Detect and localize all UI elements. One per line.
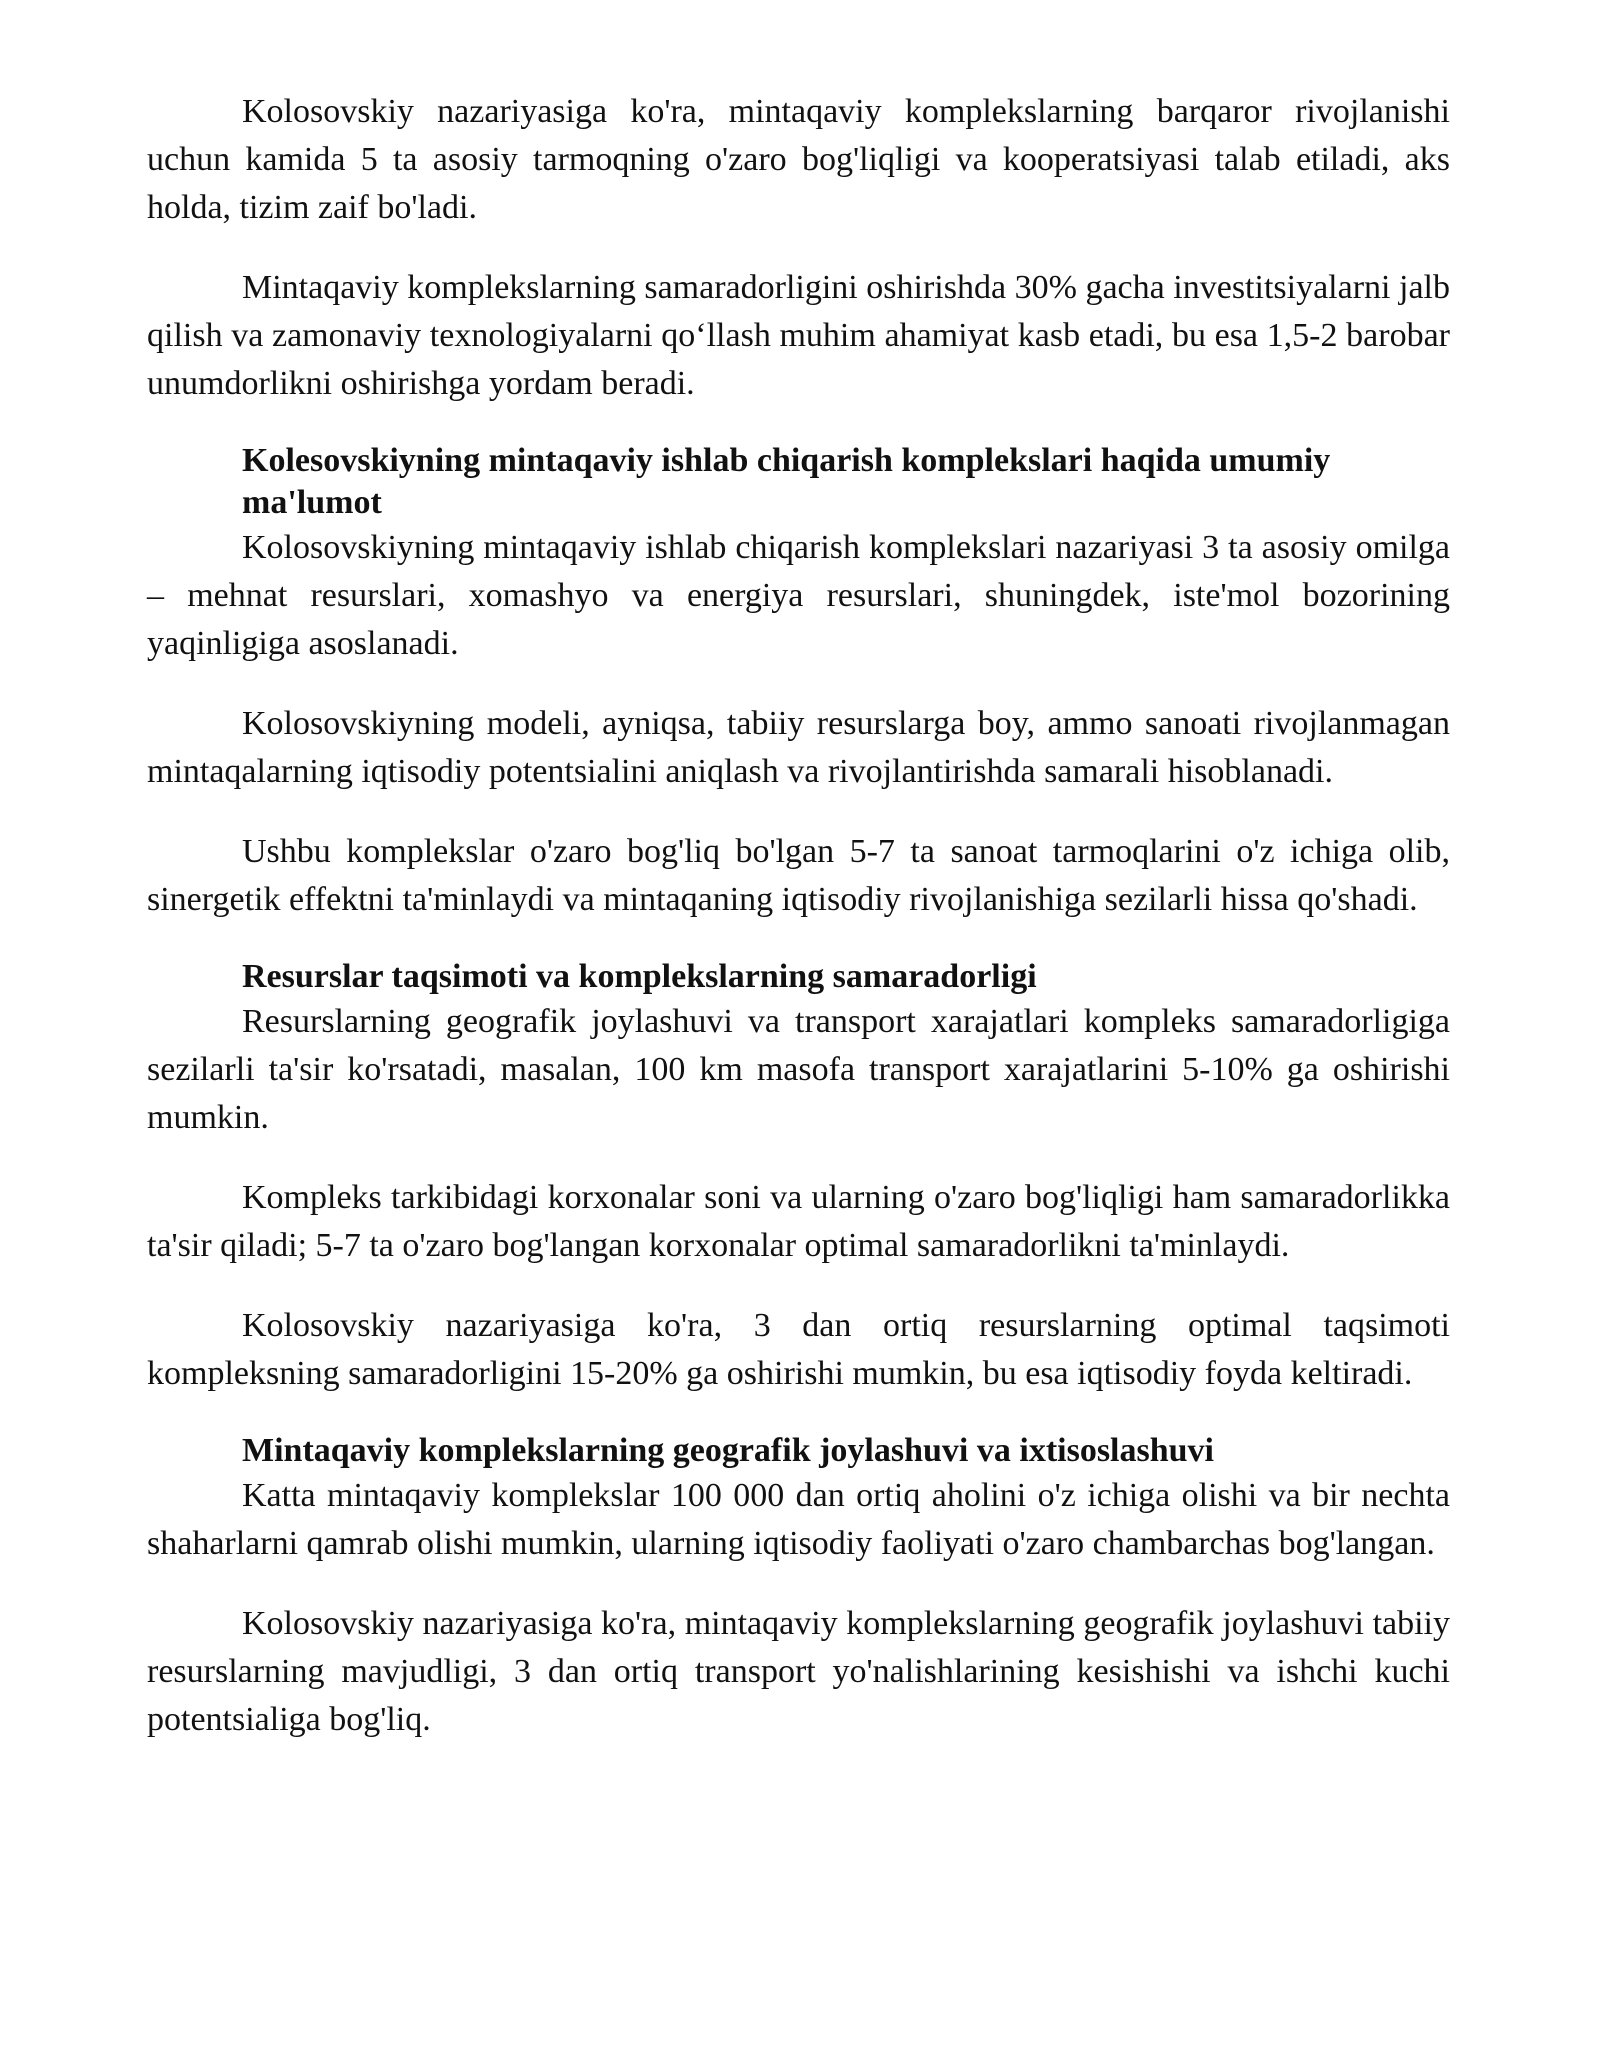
paragraph: Resurslarning geografik joylashuvi va transport xarajatlari kompleks samaradorligiga sezilarli ta'sir ko'rsatadi, masalan, 100 km masofa transport xarajatlarini 5-10% ga oshirishi mumkin. xyxy=(147,1003,1450,1136)
section-heading: Resurslar taqsimoti va komplekslarning samaradorligi xyxy=(242,958,1037,995)
section xyxy=(147,1430,1450,1744)
section xyxy=(147,440,1450,924)
paragraph: Kolosovskiyning modeli, ayniqsa, tabiiy resurslarga boy, ammo sanoati rivojlanmagan mintaqalarning iqtisodiy potentsialini aniqlash va rivojlantirishda samarali hisoblanadi. xyxy=(147,705,1450,790)
section-heading: Kolesovskiyning mintaqaviy ishlab chiqarish komplekslari haqida umumiy ma'lumot xyxy=(242,442,1331,521)
paragraph: Kolosovskiyning mintaqaviy ishlab chiqarish komplekslari nazariyasi 3 ta asosiy omilga – mehnat resurslari, xomashyo va energiya resurslari, shuningdek, iste'mol bozorining yaqinligiga asoslanadi. xyxy=(147,529,1450,662)
paragraph: Kolosovskiy nazariyasiga ko'ra, mintaqaviy komplekslarning geografik joylashuvi tabiiy resurslarning mavjudligi, 3 dan ortiq transport yo'nalishlarining kesishishi va ishchi kuchi potentsialiga bog'liq. xyxy=(147,1605,1450,1738)
paragraph: Mintaqaviy komplekslarning samaradorligini oshirishda 30% gacha investitsiyalarni jalb qilish va zamonaviy texnologiyalarni qo‘llash muhim ahamiyat kasb etadi, bu esa 1,5-2 barobar unumdorlikni oshirishga yordam beradi. xyxy=(147,269,1450,402)
paragraph: Kompleks tarkibidagi korxonalar soni va ularning o'zaro bog'liqligi ham samaradorlikka ta'sir qiladi; 5-7 ta o'zaro bog'langan korxonalar optimal samaradorlikni ta'minlaydi. xyxy=(147,1179,1450,1264)
paragraph: Katta mintaqaviy komplekslar 100 000 dan ortiq aholini o'z ichiga olishi va bir nechta shaharlarni qamrab olishi mumkin, ularning iqtisodiy faoliyati o'zaro chambarchas bog'langan. xyxy=(147,1477,1450,1562)
paragraph: Kolosovskiy nazariyasiga ko'ra, mintaqaviy komplekslarning barqaror rivojlanishi uchun kamida 5 ta asosiy tarmoqning o'zaro bog'liqligi va kooperatsiyasi talab etiladi, aks holda, tizim zaif bo'ladi. xyxy=(147,93,1450,226)
section xyxy=(147,956,1450,1398)
section-heading: Mintaqaviy komplekslarning geografik joylashuvi va ixtisoslashuvi xyxy=(242,1432,1214,1469)
paragraph: Ushbu komplekslar o'zaro bog'liq bo'lgan 5-7 ta sanoat tarmoqlarini o'z ichiga olib, sinergetik effektni ta'minlaydi va mintaqaning iqtisodiy rivojlanishiga sezilarli hissa qo'shadi. xyxy=(147,833,1450,918)
document-page xyxy=(147,88,1450,1776)
paragraph: Kolosovskiy nazariyasiga ko'ra, 3 dan ortiq resurslarning optimal taqsimoti kompleksning samaradorligini 15-20% ga oshirishi mumkin, bu esa iqtisodiy foyda keltiradi. xyxy=(147,1307,1450,1392)
